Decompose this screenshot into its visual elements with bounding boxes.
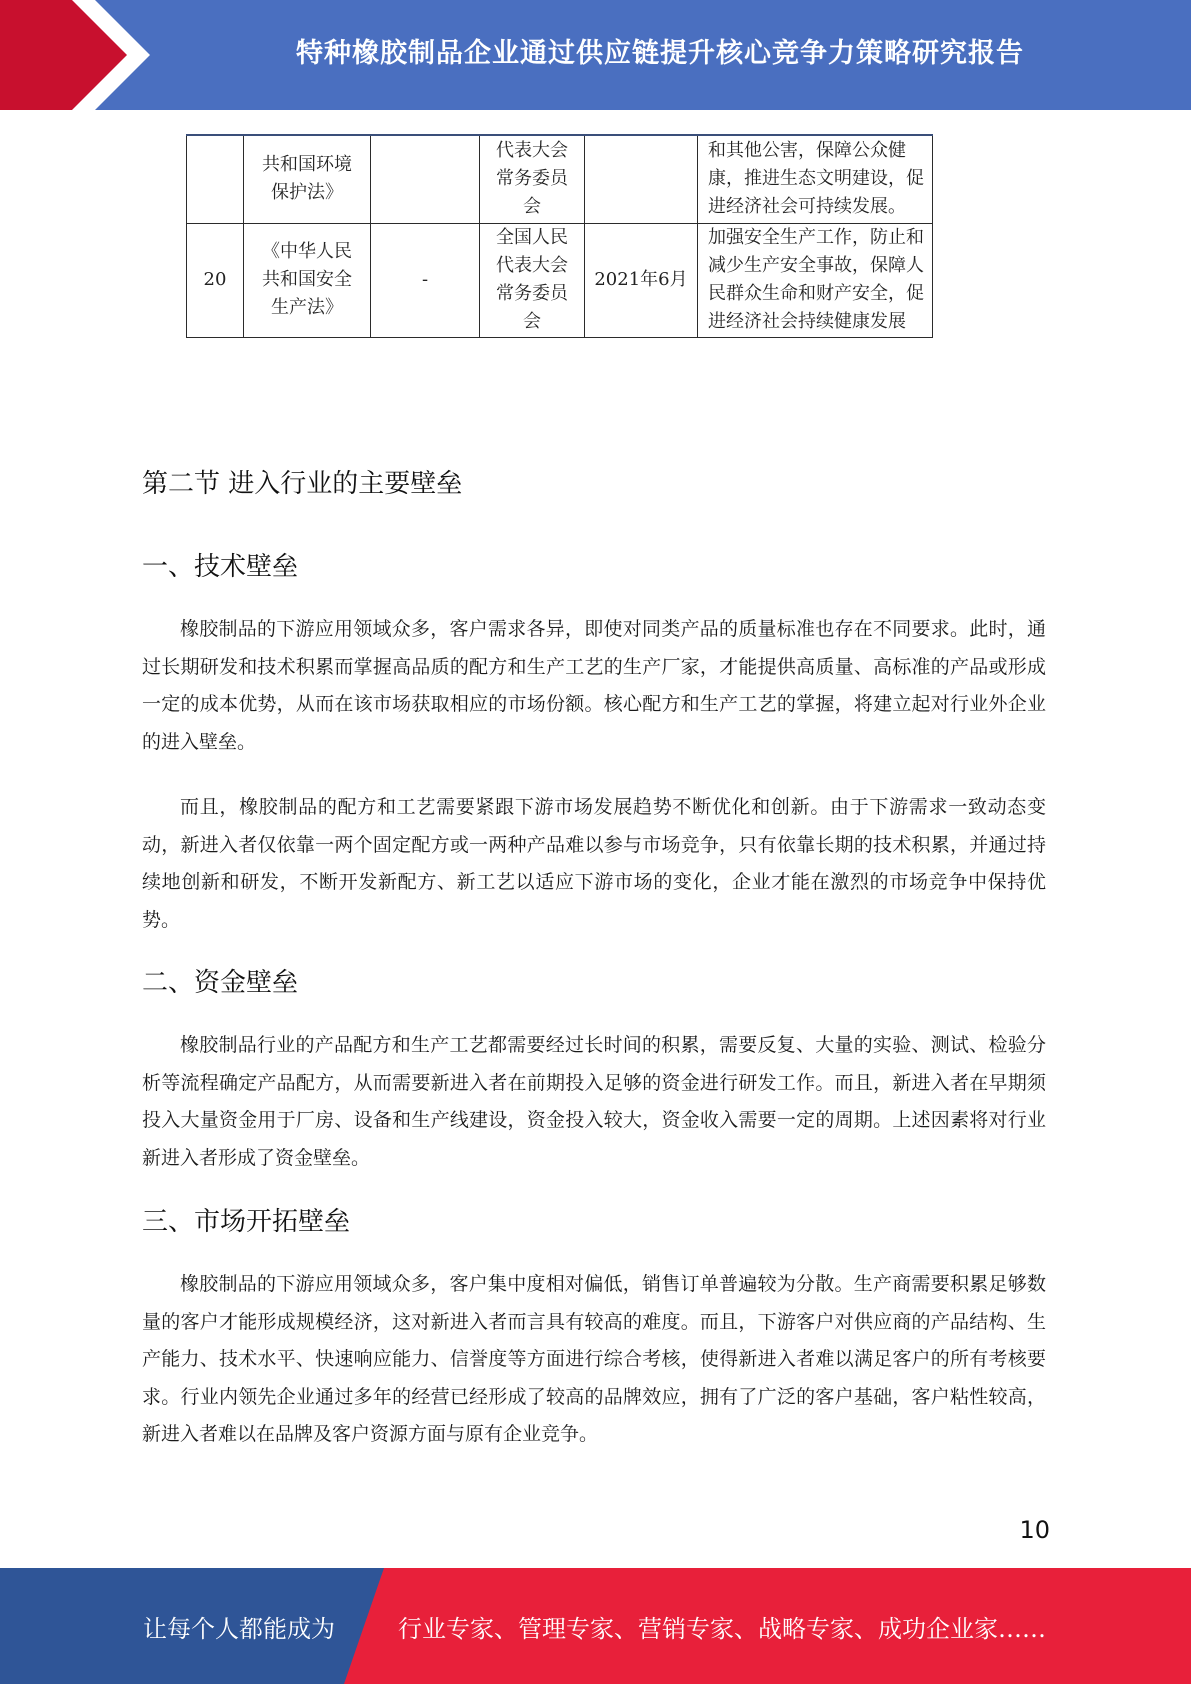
cell-doc-no xyxy=(371,135,480,223)
page-number: 10 xyxy=(1019,1516,1050,1544)
section-title: 第二节 进入行业的主要壁垒 xyxy=(142,469,463,499)
regulations-table xyxy=(186,134,933,338)
cell-law-name: 《中华人民 共和国安全 生产法》 xyxy=(244,223,371,337)
footer-slogan-right: 行业专家、管理专家、营销专家、战略专家、成功企业家…… xyxy=(398,1614,1046,1643)
footer-slogan-left: 让每个人都能成为 xyxy=(143,1614,335,1643)
cell-date: 2021年6月 xyxy=(585,223,698,337)
paragraph: 橡胶制品的下游应用领域众多，客户集中度相对偏低，销售订单普遍较为分散。生产商需要积累足够数量的客户才能形成规模经济，这对新进入者而言具有较高的难度。而且，下游客户对供应商的产品结构、生产能力、技术水平、快速响应能力、信誉度等方面进行综合考核，使得新进入者难以满足客户的所有考核要求。行业内领先企业通过多年的经营已经形成了较高的品牌效应，拥有了广泛的客户基础，客户粘性较高，新进入者难以在品牌及客户资源方面与原有企业竞争。 xyxy=(142,1273,1046,1445)
paragraph: 而且，橡胶制品的配方和工艺需要紧跟下游市场发展趋势不断优化和创新。由于下游需求一致动态变动，新进入者仅依靠一两个固定配方或一两种产品难以参与市场竞争，只有依靠长期的技术积累，并通过持续地创新和研发，不断开发新配方、新工艺以适应下游市场的变化，企业才能在激烈的市场竞争中保持优势。 xyxy=(142,796,1046,931)
cell-no xyxy=(187,135,244,223)
cell-no: 20 xyxy=(187,223,244,337)
cell-issuer: 代表大会 常务委员 会 xyxy=(480,135,585,223)
page-header xyxy=(0,0,1191,110)
cell-date xyxy=(585,135,698,223)
subsection-title-capital: 二、资金壁垒 xyxy=(142,968,299,998)
cell-purpose: 加强安全生产工作，防止和 减少生产安全事故，保障人 民群众生命和财产安全，促 进经济社会持续健康发展 xyxy=(698,223,933,337)
report-title: 特种橡胶制品企业通过供应链提升核心竞争力策略研究报告 xyxy=(296,37,1024,69)
cell-doc-no: - xyxy=(371,223,480,337)
cell-law-name: 共和国环境 保护法》 xyxy=(244,135,371,223)
subsection-title-market: 三、市场开拓壁垒 xyxy=(142,1207,351,1237)
table-row xyxy=(187,223,933,337)
cell-purpose: 和其他公害，保障公众健 康，推进生态文明建设，促 进经济社会可持续发展。 xyxy=(698,135,933,223)
page-footer xyxy=(0,1568,1191,1684)
table-row xyxy=(187,135,933,223)
paragraph: 橡胶制品的下游应用领域众多，客户需求各异，即使对同类产品的质量标准也存在不同要求。此时，通过长期研发和技术积累而掌握高品质的配方和生产工艺的生产厂家，才能提供高质量、高标准的产品或形成一定的成本优势，从而在该市场获取相应的市场份额。核心配方和生产工艺的掌握，将建立起对行业外企业的进入壁垒。 xyxy=(142,618,1046,753)
cell-issuer: 全国人民 代表大会 常务委员 会 xyxy=(480,223,585,337)
subsection-title-technology: 一、技术壁垒 xyxy=(142,552,299,582)
paragraph: 橡胶制品行业的产品配方和生产工艺都需要经过长时间的积累，需要反复、大量的实验、测试、检验分析等流程确定产品配方，从而需要新进入者在前期投入足够的资金进行研发工作。而且，新进入者在早期须投入大量资金用于厂房、设备和生产线建设，资金投入较大，资金收入需要一定的周期。上述因素将对行业新进入者形成了资金壁垒。 xyxy=(142,1034,1046,1169)
